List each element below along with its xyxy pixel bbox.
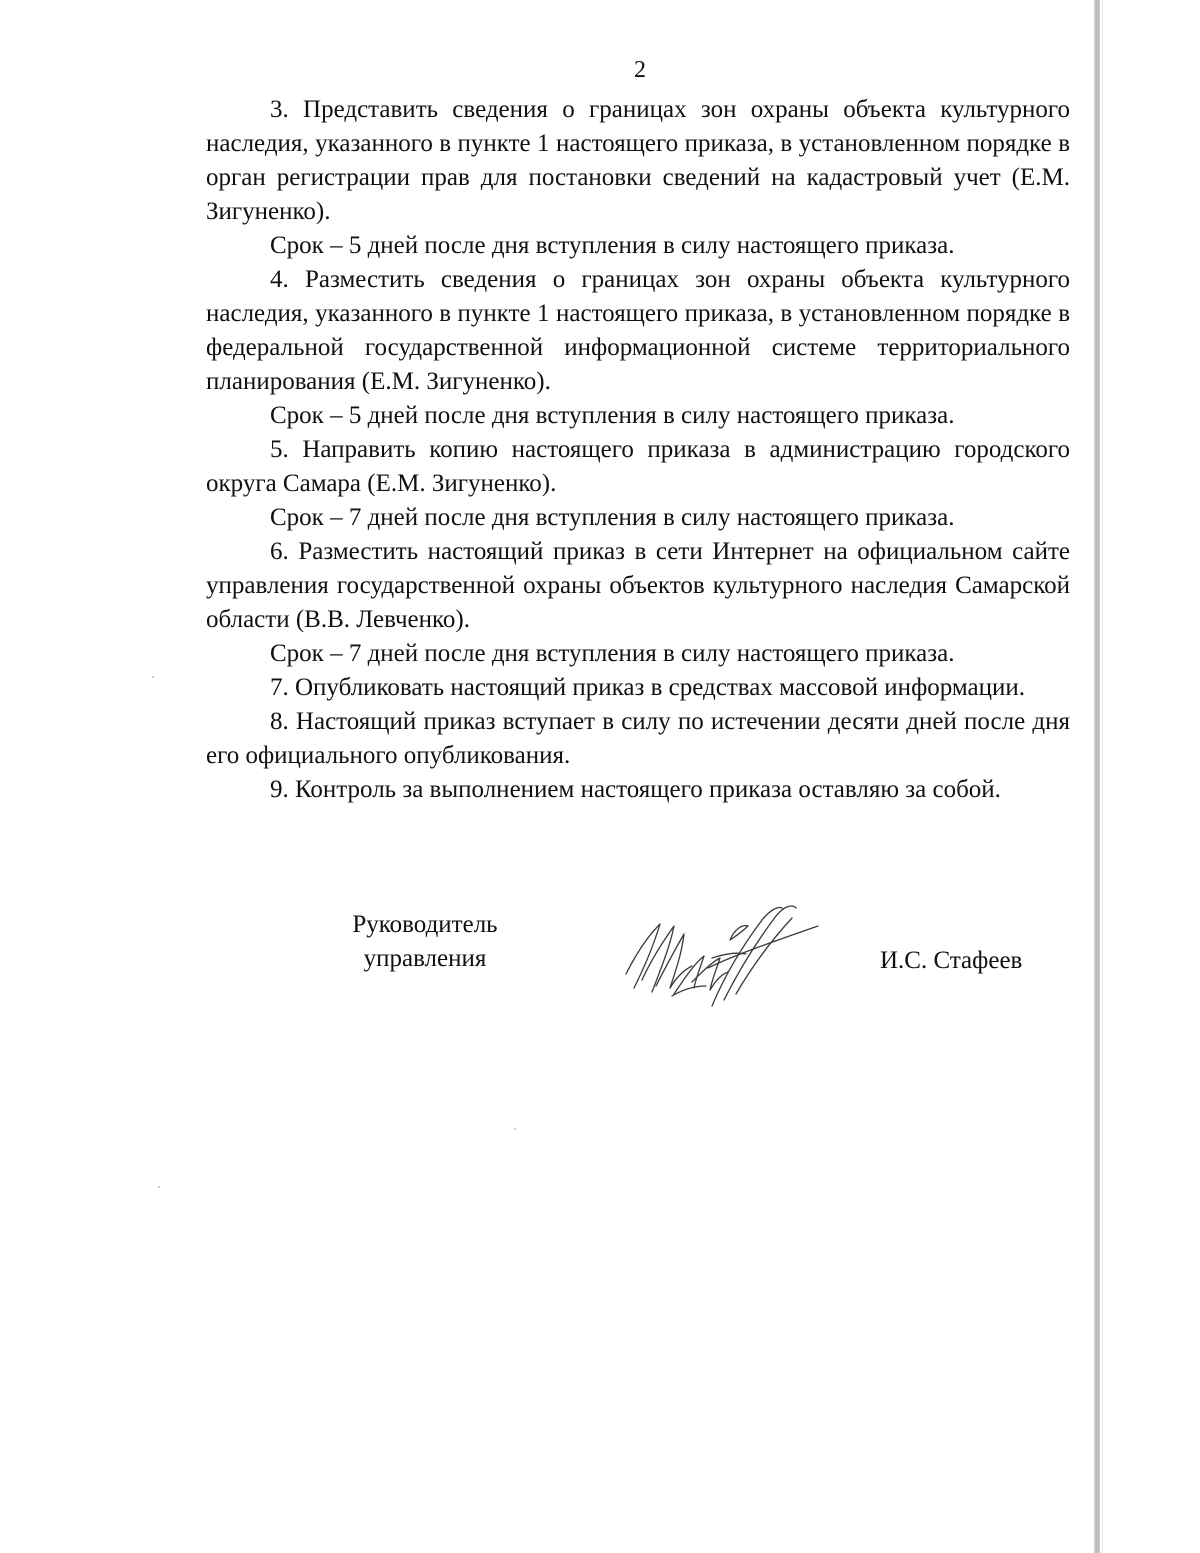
paragraph-item-9: 9. Контроль за выполнением настоящего приказа оставляю за собой.	[270, 776, 1001, 803]
signatory-position	[300, 908, 550, 976]
deadline-item-6: Срок – 7 дней после дня вступления в силу настоящего приказа.	[270, 640, 955, 667]
signatory-position-line1: Руководитель	[352, 911, 498, 938]
paragraph-item-8: 8. Настоящий приказ вступает в силу по истечении десяти дней после дня его официального опубликования.	[206, 708, 1070, 769]
page-number: 2	[634, 57, 646, 83]
scan-speck	[152, 676, 154, 678]
paragraph-item-4: 4. Разместить сведения о границах зон охраны объекта культурного наследия, указанного в пункте 1 настоящего приказа, в установленном порядке в федеральной государственной информационной системе территориального планирования (Е.М. Зигуненко).	[206, 266, 1070, 395]
signatory-position-line2: управления	[363, 945, 487, 972]
paragraph-item-6: 6. Разместить настоящий приказ в сети Интернет на официальном сайте управления государственной охраны объектов культурного наследия Самарской области (В.В. Левченко).	[206, 538, 1070, 633]
scan-speck	[158, 1186, 160, 1188]
deadline-item-3: Срок – 5 дней после дня вступления в силу настоящего приказа.	[270, 232, 955, 259]
paragraph-item-7: 7. Опубликовать настоящий приказ в средствах массовой информации.	[270, 674, 1026, 701]
deadline-item-4: Срок – 5 дней после дня вступления в силу настоящего приказа.	[270, 402, 955, 429]
paragraph-item-5: 5. Направить копию настоящего приказа в администрацию городского округа Самара (Е.М. Зигуненко).	[206, 436, 1070, 497]
scan-speck	[514, 1128, 516, 1130]
deadline-item-5: Срок – 7 дней после дня вступления в силу настоящего приказа.	[270, 504, 955, 531]
paragraph-item-3: 3. Представить сведения о границах зон охраны объекта культурного наследия, указанного в пункте 1 настоящего приказа, в установленном порядке в орган регистрации прав для постановки сведений на кадастровый учет (Е.М. Зигуненко).	[206, 96, 1070, 225]
signatory-name: И.С. Стафеев	[880, 947, 1023, 974]
handwritten-signature	[612, 896, 832, 1016]
